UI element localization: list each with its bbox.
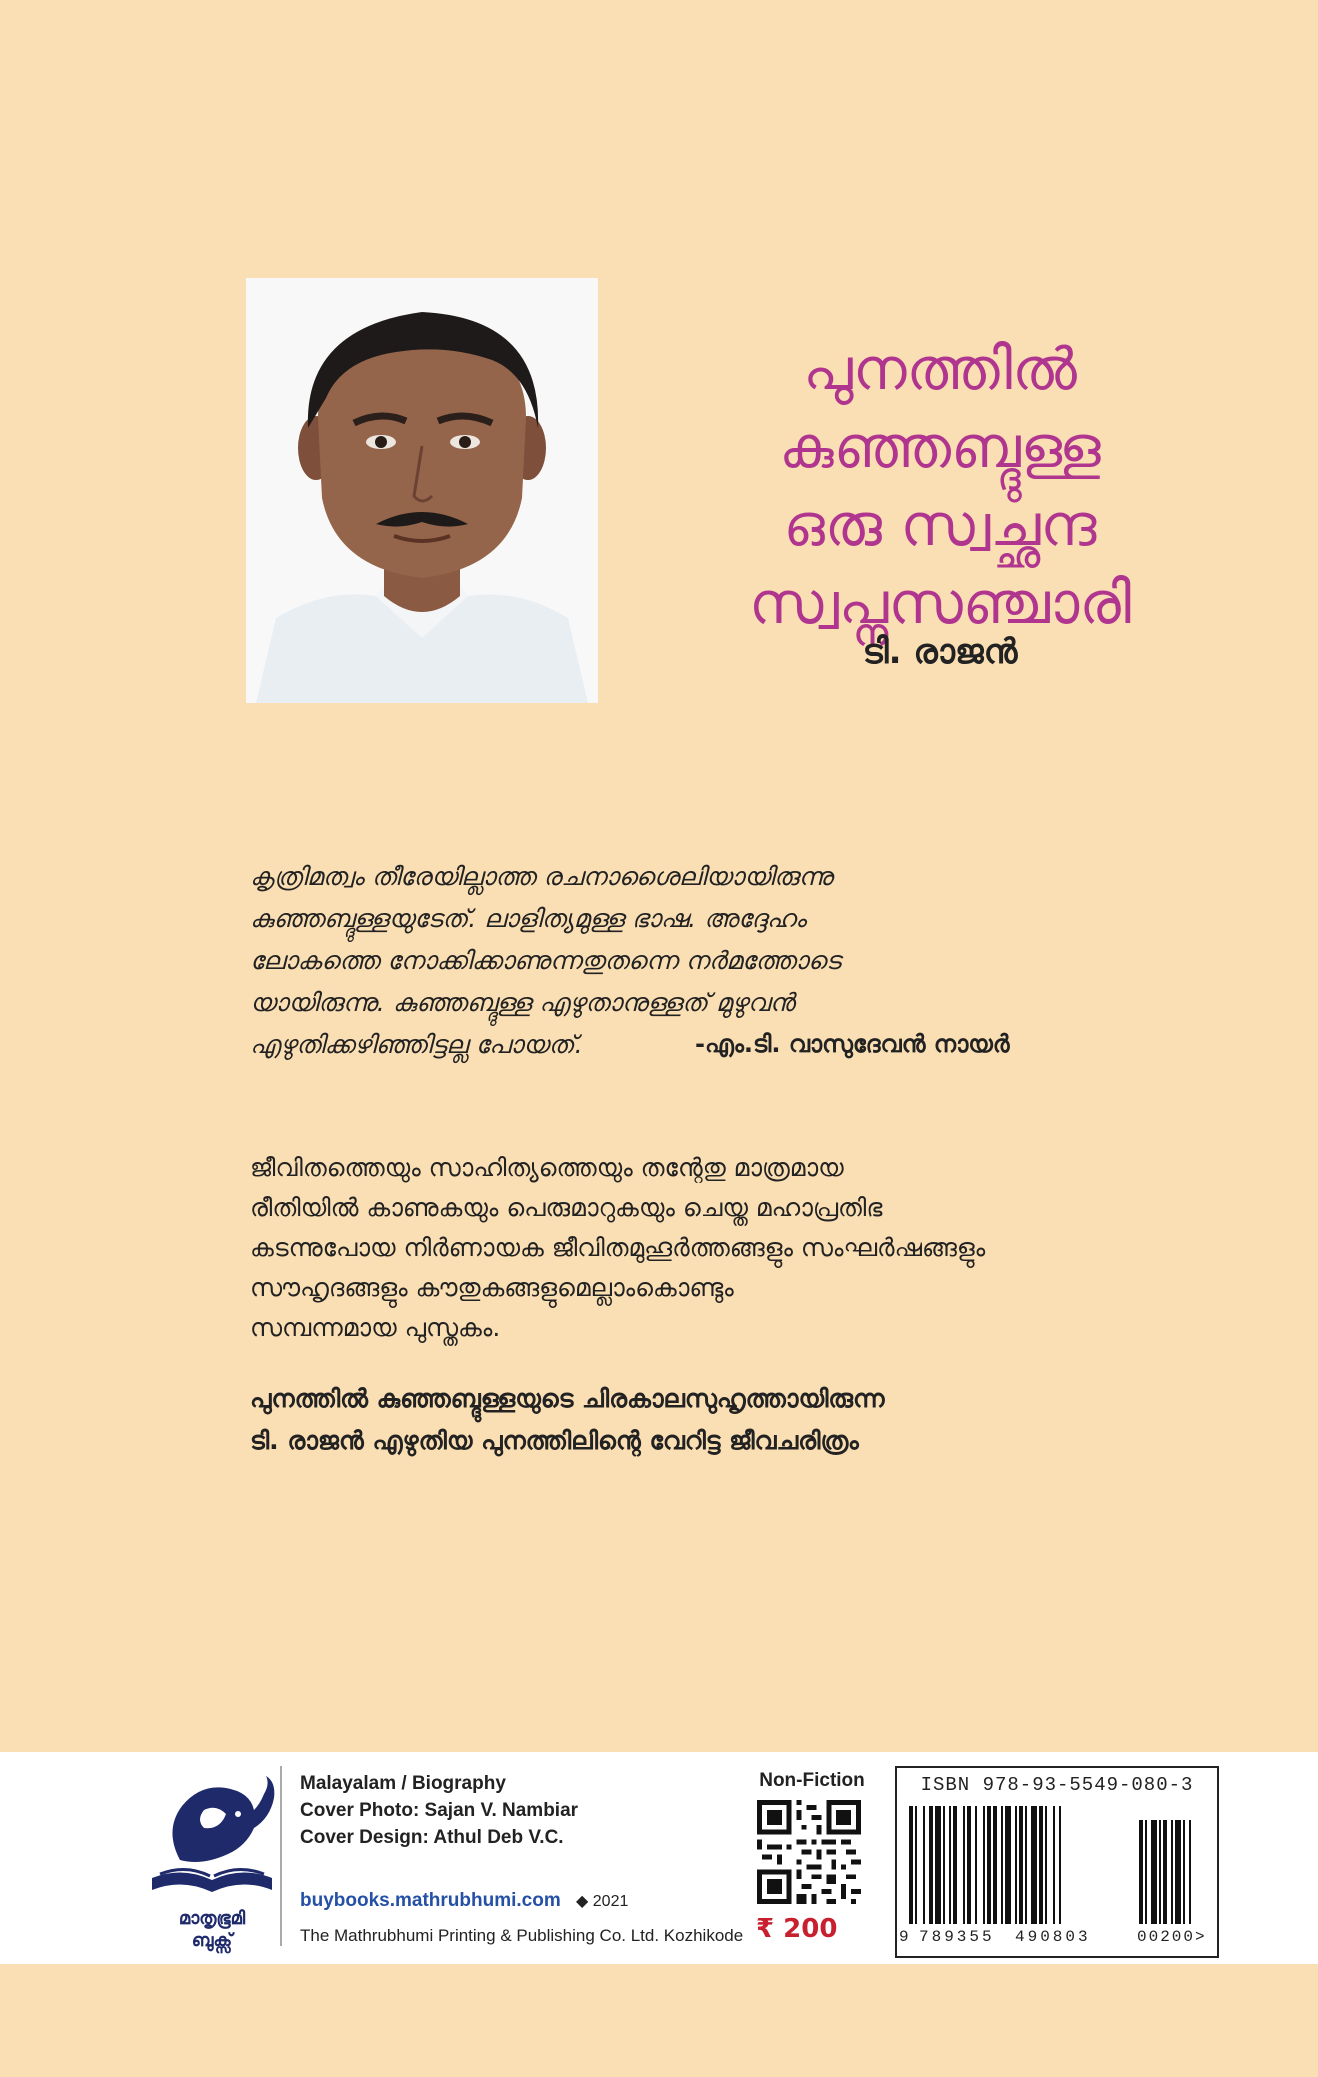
book-credits [300, 1770, 760, 1851]
website-link[interactable]: buybooks.mathrubhumi.com [300, 1890, 561, 1911]
quote-line: കുഞ്ഞബ്ദുള്ളയുടേത്. ലാളിത്യമുള്ള ഭാഷ. അദ്ദേഹം [250, 904, 806, 933]
book-description [250, 1148, 1210, 1348]
book-title [660, 330, 1220, 642]
title-line-4: സ്വപ്നസഞ്ചാരി [748, 569, 1132, 637]
author-photo [246, 278, 598, 703]
quote-attribution: -എം.ടി. വാസുദേവൻ നായർ [695, 1030, 1010, 1058]
elephant-book-icon [142, 1770, 282, 1906]
author-portrait [246, 278, 598, 703]
description-line: രീതിയിൽ കാണുകയും പെരുമാറുകയും ചെയ്ത മഹാപ്രതിഭ [250, 1193, 883, 1222]
summary-line: ടി. രാജൻ എഴുതിയ പുനത്തിലിന്റെ വേറിട്ട ജീവചരിത്രം [250, 1426, 859, 1455]
description-line: ജീവിതത്തെയും സാഹിത്യത്തെയും തന്റേതു മാത്രമായ [250, 1153, 844, 1182]
quote-line: കൃത്രിമത്വം തീരേയില്ലാത്ത രചനാശൈലിയായിരുന്നു [250, 862, 833, 891]
barcode-bars [905, 1806, 1209, 1926]
barcode-digit-first: 9 [899, 1928, 909, 1946]
footer-divider [280, 1766, 282, 1946]
genre-label: Non-Fiction [759, 1770, 865, 1791]
publisher-logo [142, 1770, 282, 1950]
barcode-digits-left: 789355 [919, 1928, 995, 1946]
website-line [300, 1890, 760, 1912]
category-label: Malayalam / Biography [300, 1773, 506, 1794]
publisher-logo-text [142, 1908, 282, 1952]
publication-year: ◆ 2021 [576, 1893, 629, 1910]
description-line: സമ്പന്നമായ പുസ്തകം. [250, 1313, 501, 1342]
description-line: കടന്നുപോയ നിർണായക ജീവിതമുഹൂർത്തങ്ങളും സംഘർഷങ്ങളും [250, 1233, 986, 1262]
cover-design-credit: Cover Design: Athul Deb V.C. [300, 1827, 564, 1848]
quote-line: ലോകത്തെ നോക്കിക്കാണുന്നതുതന്നെ നർമത്തോടെ [250, 946, 841, 975]
title-line-1: പുനത്തിൽ [803, 335, 1077, 403]
author-name: ടി. രാജൻ [862, 632, 1018, 672]
qr-code-icon [757, 1800, 861, 1904]
description-line: സൗഹൃദങ്ങളും കൗതുകങ്ങളുമെല്ലാംകൊണ്ടും [250, 1273, 734, 1302]
isbn-barcode [895, 1766, 1219, 1958]
publisher-footer [0, 1752, 1318, 1964]
logo-text-line1: മാതൃഭൂമി [178, 1908, 246, 1929]
quote-line: യായിരുന്നു. കുഞ്ഞബ്ദുള്ള എഴുതാനുള്ളത് മുഴുവൻ [250, 988, 795, 1017]
title-line-3: ഒരു സ്വച്ഛന്ദ [783, 491, 1097, 559]
book-summary [250, 1378, 1210, 1462]
title-line-2: കുഞ്ഞബ്ദുള്ള [779, 413, 1101, 481]
publisher-name: The Mathrubhumi Printing & Publishing Co. Ltd. Kozhikode [300, 1926, 744, 1945]
barcode-digits-right: 490803 [1015, 1928, 1091, 1946]
cover-photo-credit: Cover Photo: Sajan V. Nambiar [300, 1800, 579, 1821]
isbn-number: ISBN 978-93-5549-080-3 [920, 1774, 1194, 1796]
barcode-addon: 00200> [1137, 1928, 1207, 1946]
quote-line: എഴുതിക്കഴിഞ്ഞിട്ടല്ല പോയത്. [250, 1030, 583, 1059]
logo-text-line2: ബുക്സ് [191, 1930, 233, 1951]
summary-line: പുനത്തിൽ കുഞ്ഞബ്ദുള്ളയുടെ ചിരകാലസുഹൃത്തായിരുന്ന [250, 1384, 885, 1413]
qr-code[interactable] [757, 1800, 861, 1904]
price-tag: ₹ 200 [756, 1914, 838, 1944]
